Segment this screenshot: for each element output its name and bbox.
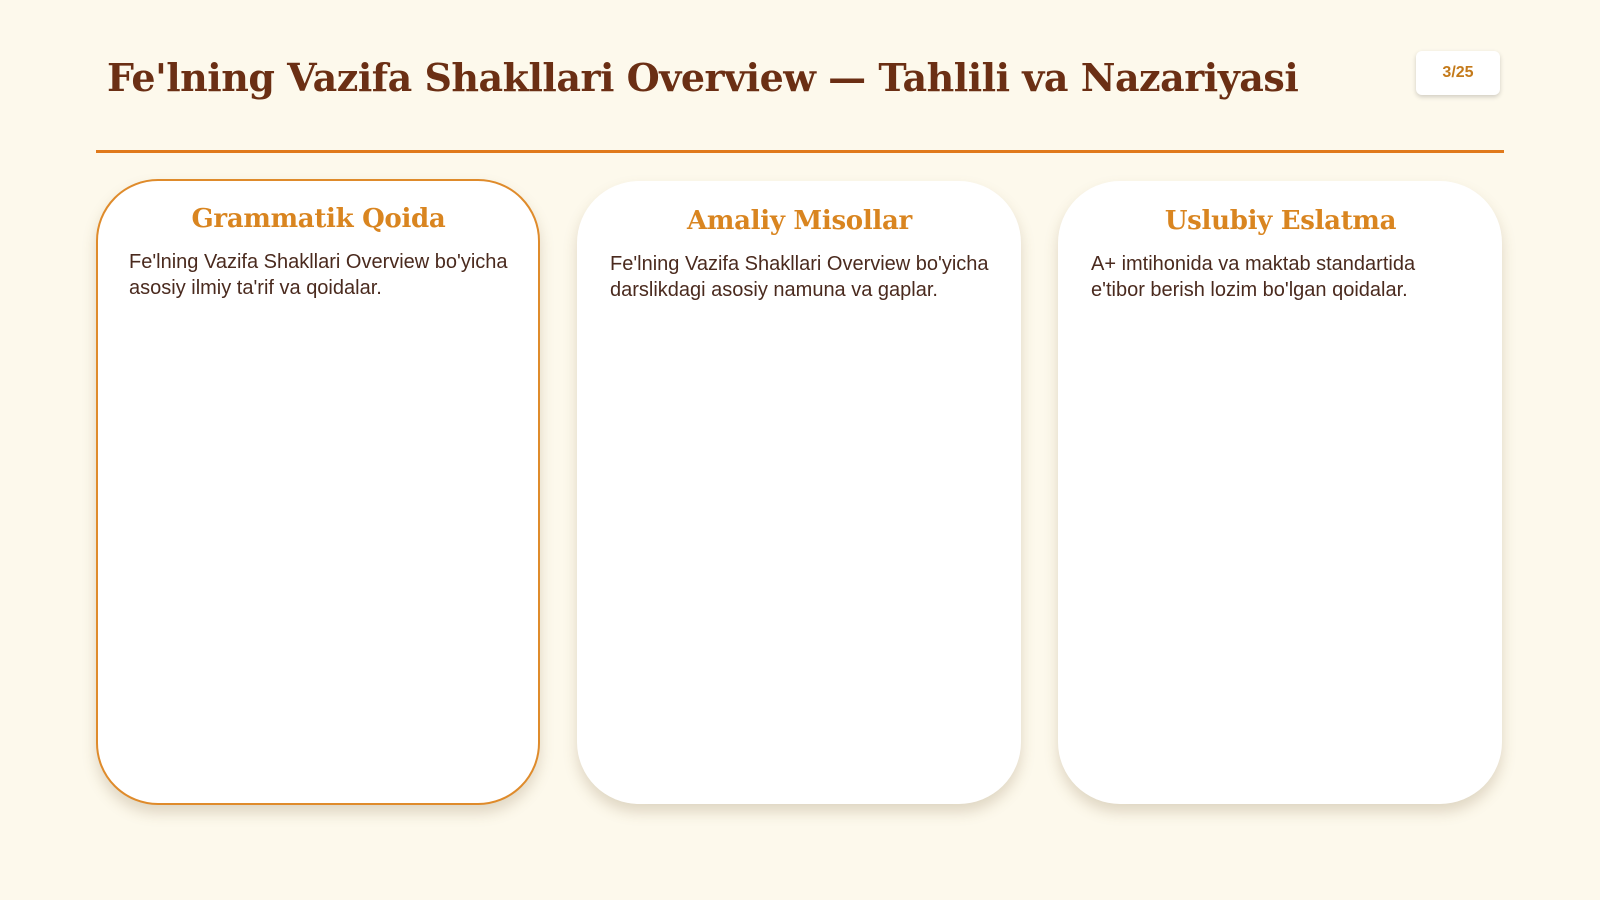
card-heading: Uslubiy Eslatma [1164,206,1397,236]
title-divider [96,150,1504,153]
card-uslubiy-eslatma[interactable] [1058,181,1502,804]
card-body-text: Fe'lning Vazifa Shakllari Overview bo'yicha darslikdagi asosiy namuna va gaplar. [610,253,989,301]
card-grammatik-qoida[interactable] [96,179,540,805]
page-counter-badge: 3/25 [1416,51,1500,95]
slide-title: Fe'lning Vazifa Shakllari Overview — Tahlili va Nazariyasi [107,55,1299,100]
card-heading: Grammatik Qoida [191,204,446,234]
card-body-text: Fe'lning Vazifa Shakllari Overview bo'yicha asosiy ilmiy ta'rif va qoidalar. [129,251,508,299]
card-amaliy-misollar[interactable] [577,181,1021,804]
card-heading: Amaliy Misollar [687,206,912,236]
card-body-text: A+ imtihonida va maktab standartida e'tibor berish lozim bo'lgan qoidalar. [1091,253,1416,301]
